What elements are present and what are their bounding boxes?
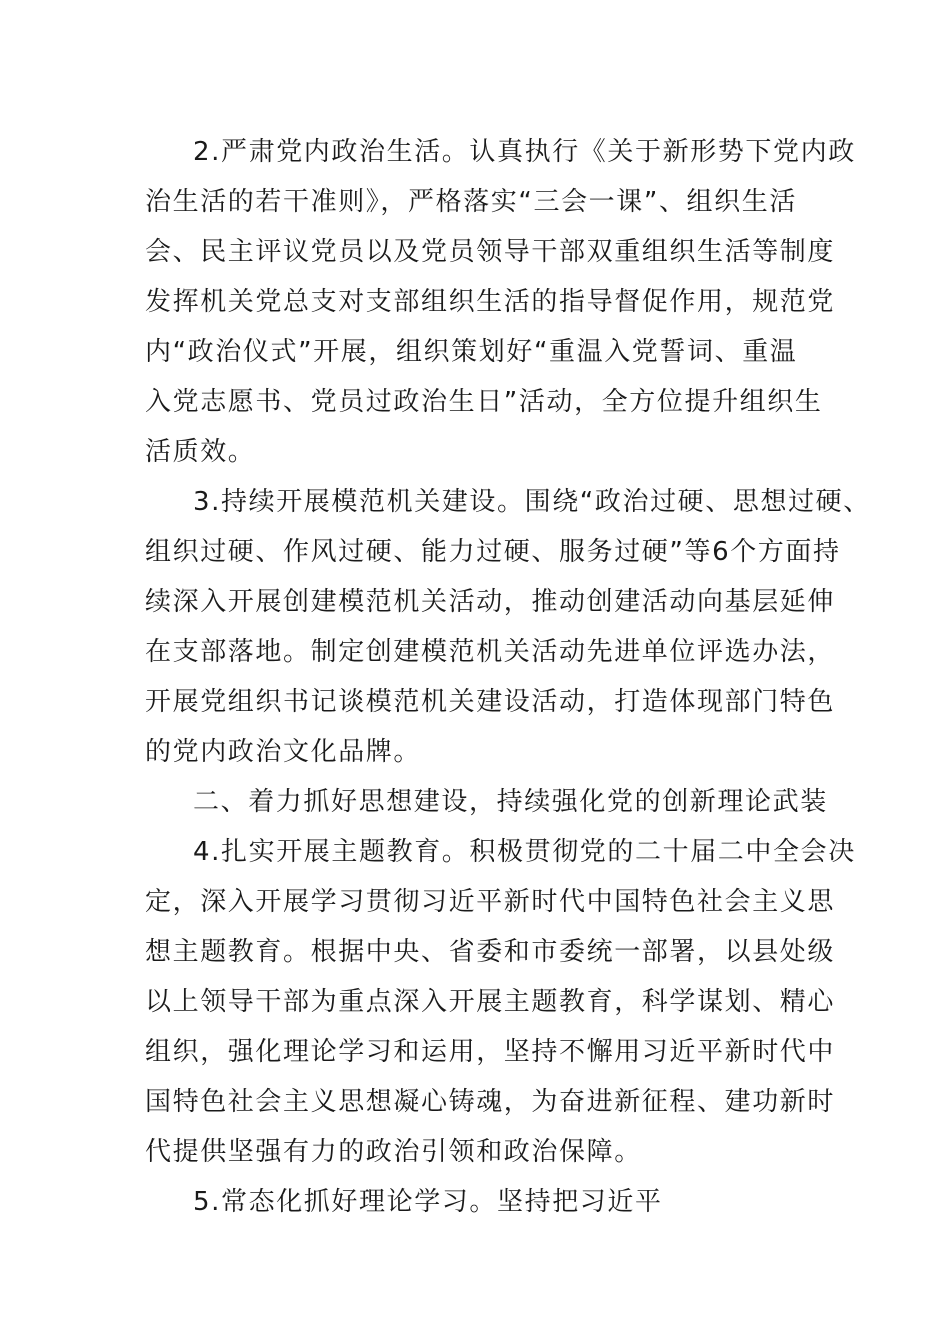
text-line: 入党志愿书、党员过政治生日”活动，全方位提升组织生 <box>145 387 823 417</box>
text-line: 的党内政治文化品牌。 <box>145 737 422 767</box>
text-line: 以上领导干部为重点深入开展主题教育，科学谋划、精心 <box>145 987 836 1017</box>
text-line: 治生活的若干准则》，严格落实“三会一课”、组织生活 <box>145 187 797 217</box>
text-line: 在支部落地。制定创建模范机关活动先进单位评选办法， <box>145 637 836 667</box>
text-line: 发挥机关党总支对支部组织生活的指导督促作用，规范党 <box>145 287 836 317</box>
text-line: 续深入开展创建模范机关活动，推动创建活动向基层延伸 <box>145 587 836 617</box>
section-heading: 二、着力抓好思想建设，持续强化党的创新理论武装 <box>193 787 828 817</box>
text-line: 活质效。 <box>145 437 256 467</box>
text-line: 定，深入开展学习贯彻习近平新时代中国特色社会主义思 <box>145 887 836 917</box>
text-line: 组织，强化理论学习和运用，坚持不懈用习近平新时代中 <box>145 1037 836 1067</box>
text-line: 4.扎实开展主题教育。积极贯彻党的二十届二中全会决 <box>193 837 856 867</box>
text-line: 国特色社会主义思想凝心铸魂，为奋进新征程、建功新时 <box>145 1087 836 1117</box>
text-line: 3.持续开展模范机关建设。围绕“政治过硬、思想过硬、 <box>193 487 871 517</box>
text-line: 2.严肃党内政治生活。认真执行《关于新形势下党内政 <box>193 137 856 167</box>
text-line: 想主题教育。根据中央、省委和市委统一部署，以县处级 <box>145 937 836 967</box>
text-line: 组织过硬、作风过硬、能力过硬、服务过硬”等6个方面持 <box>145 537 841 567</box>
text-line: 开展党组织书记谈模范机关建设活动，打造体现部门特色 <box>145 687 836 717</box>
text-line: 会、民主评议党员以及党员领导干部双重组织生活等制度 <box>145 237 836 267</box>
text-line: 5.常态化抓好理论学习。坚持把习近平 <box>193 1187 663 1217</box>
text-line: 代提供坚强有力的政治引领和政治保障。 <box>145 1137 642 1167</box>
text-line: 内“政治仪式”开展，组织策划好“重温入党誓词、重温 <box>145 337 798 367</box>
